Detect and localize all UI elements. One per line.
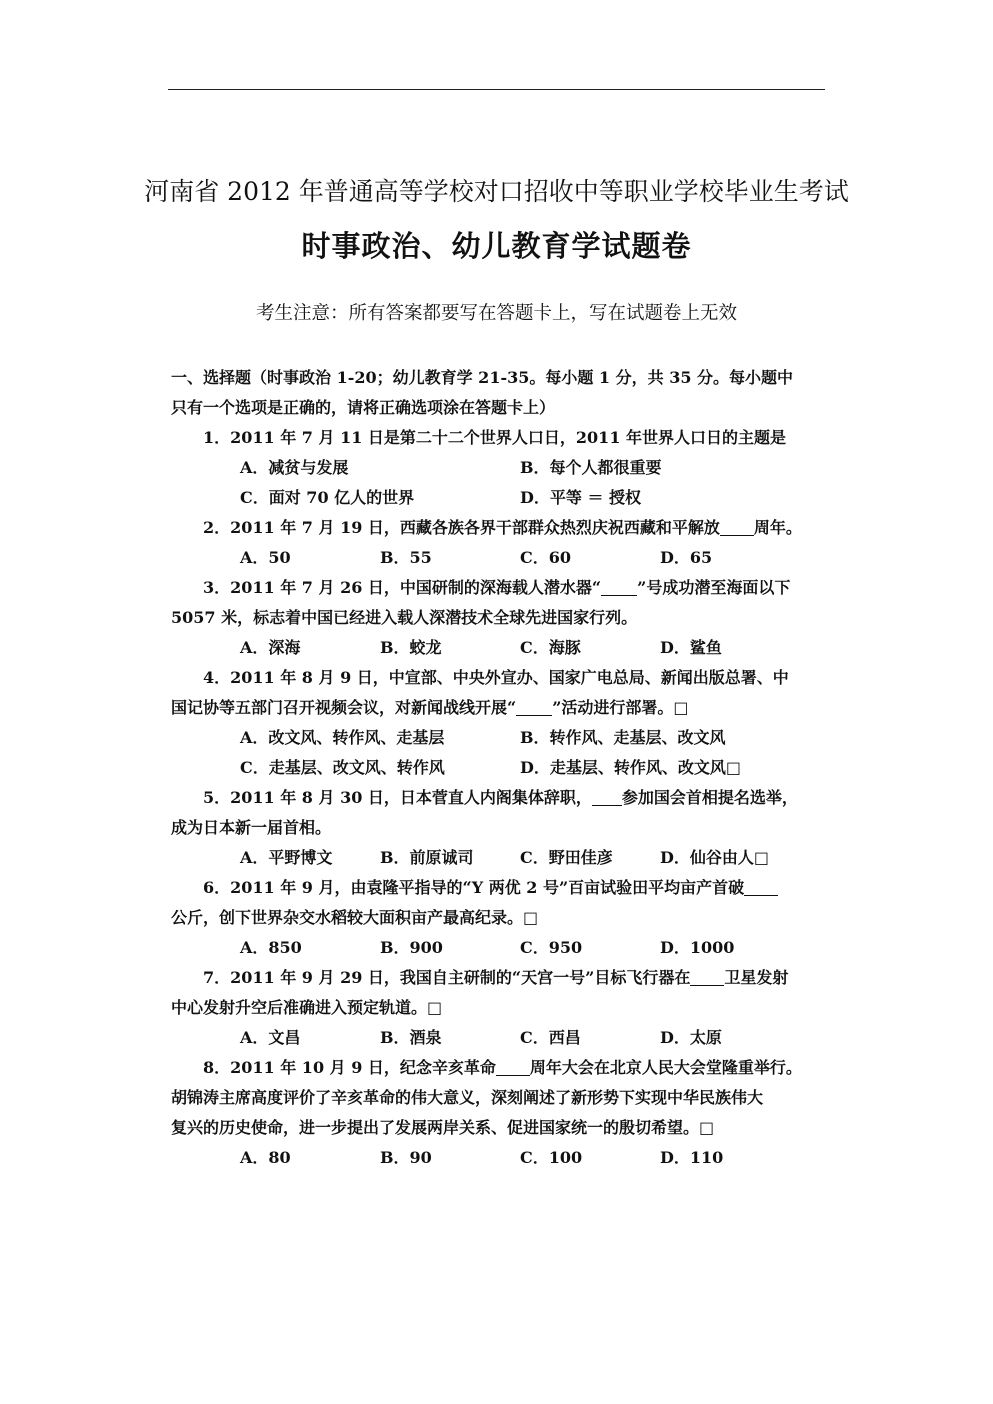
- question-8: [171, 1053, 826, 1173]
- option-d: D．太原: [660, 1028, 722, 1047]
- option-b: B．酒泉: [380, 1028, 442, 1047]
- option-c: C．西昌: [520, 1028, 581, 1047]
- question-4-stem: 4．2011 年 8 月 9 日，中宣部、中央外宣办、国家广电总局、新闻出版总署、中: [203, 668, 789, 687]
- question-7: [171, 963, 826, 1053]
- stem-text: 3．2011 年 7 月 26 日，中国研制的深海载人潜水器“: [203, 578, 602, 597]
- option-c: C．野田佳彦: [520, 848, 613, 867]
- question-4: [171, 663, 826, 783]
- option-a: A．平野博文: [240, 848, 333, 867]
- stem-text: 5．2011 年 8 月 30 日，日本菅直人内阁集体辞职，: [203, 788, 592, 807]
- question-4-stem-cont: [171, 693, 826, 723]
- option-b: B．90: [380, 1148, 432, 1167]
- top-rule: [168, 89, 825, 90]
- question-2-stem: [171, 513, 826, 543]
- question-3-stem: [171, 573, 826, 603]
- option-c: C．海豚: [520, 638, 581, 657]
- question-6-options: [171, 933, 826, 963]
- option-c: C．走基层、改文风、转作风: [240, 758, 445, 777]
- option-d: D．65: [660, 548, 713, 567]
- option-a: A．50: [240, 548, 291, 567]
- option-a: A．850: [240, 938, 302, 957]
- stem-text: 8．2011 年 10 月 9 日，纪念辛亥革命: [203, 1058, 496, 1077]
- option-c: C．面对 70 亿人的世界: [240, 488, 415, 507]
- exam-title: 河南省 2012 年普通高等学校对口招收中等职业学校毕业生考试: [144, 177, 849, 206]
- option-b: B．900: [380, 938, 443, 957]
- answer-blank: [690, 967, 724, 986]
- option-b: B．55: [380, 548, 432, 567]
- stem-text: 2．2011 年 7 月 19 日，西藏各族各界干部群众热烈庆祝西藏和平解放: [203, 518, 720, 537]
- question-3-stem-cont: 5057 米，标志着中国已经进入载人深潜技术全球先进国家行列。: [171, 608, 638, 627]
- answer-blank: [601, 577, 637, 596]
- option-c: C．100: [520, 1148, 583, 1167]
- stem-text: 国记协等五部门召开视频会议，对新闻战线开展“: [171, 698, 517, 717]
- question-4-options-row1: [171, 723, 826, 753]
- option-a: A．减贫与发展: [240, 458, 349, 477]
- question-5-options: [171, 843, 826, 873]
- option-b: B．每个人都很重要: [520, 458, 662, 477]
- option-d: D．鲨鱼: [660, 638, 722, 657]
- option-a: A．文昌: [240, 1028, 301, 1047]
- question-8-stem: [171, 1053, 826, 1083]
- section-intro-line1: 一、选择题（时事政治 1-20；幼儿教育学 21-35。每小题 1 分，共 35 分。每小题中: [171, 368, 794, 387]
- question-2: [171, 513, 826, 573]
- question-6-stem: [171, 873, 826, 903]
- candidate-notice: 考生注意：所有答案都要写在答题卡上，写在试题卷上无效: [255, 303, 737, 324]
- question-2-options: [171, 543, 826, 573]
- question-1: [171, 423, 826, 513]
- answer-blank: [744, 877, 778, 896]
- question-1-stem: 1．2011 年 7 月 11 日是第二十二个世界人口日，2011 年世界人口日的主题是: [203, 428, 787, 447]
- question-4-options-row2: [171, 753, 826, 783]
- answer-blank: [496, 1057, 530, 1076]
- option-c: C．950: [520, 938, 583, 957]
- question-1-options-row2: [171, 483, 826, 513]
- option-d: D．走基层、转作风、改文风□: [520, 758, 741, 777]
- option-d: D．110: [660, 1148, 724, 1167]
- option-b: B．前原诚司: [380, 848, 474, 867]
- option-a: A．改文风、转作风、走基层: [240, 728, 445, 747]
- question-7-options: [171, 1023, 826, 1053]
- question-1-options-row1: [171, 453, 826, 483]
- option-a: A．80: [240, 1148, 291, 1167]
- option-d: D．1000: [660, 938, 735, 957]
- question-section: [171, 363, 826, 1173]
- option-c: C．60: [520, 548, 572, 567]
- stem-text: ”活动进行部署。□: [552, 698, 689, 717]
- option-b: B．蛟龙: [380, 638, 442, 657]
- question-8-stem-cont: 胡锦涛主席高度评价了辛亥革命的伟大意义，深刻阐述了新形势下实现中华民族伟大: [171, 1088, 764, 1107]
- stem-text: ”号成功潜至海面以下: [637, 578, 791, 597]
- option-b: B．转作风、走基层、改文风: [520, 728, 726, 747]
- question-5-stem: [171, 783, 826, 813]
- option-a: A．深海: [240, 638, 301, 657]
- question-8-options: [171, 1143, 826, 1173]
- stem-text: 卫星发射: [724, 968, 789, 987]
- option-d: D．平等 ＝ 授权: [520, 488, 642, 507]
- stem-text: 周年大会在北京人民大会堂隆重举行。: [529, 1058, 802, 1077]
- question-8-stem-cont2: 复兴的历史使命，进一步提出了发展两岸关系、促进国家统一的殷切希望。□: [171, 1118, 715, 1137]
- question-7-stem-cont: 中心发射升空后准确进入预定轨道。□: [171, 998, 443, 1017]
- stem-text: 7．2011 年 9 月 29 日，我国自主研制的“天宫一号”目标飞行器在: [203, 968, 691, 987]
- section-intro-line2: 只有一个选项是正确的，请将正确选项涂在答题卡上）: [171, 398, 556, 417]
- paper-title: 时事政治、幼儿教育学试题卷: [301, 229, 692, 263]
- stem-text: 周年。: [753, 518, 802, 537]
- answer-blank: [720, 517, 754, 536]
- answer-blank: [592, 787, 622, 806]
- question-6: [171, 873, 826, 963]
- question-7-stem: [171, 963, 826, 993]
- stem-text: 6．2011 年 9 月，由袁隆平指导的“Y 两优 2 号”百亩试验田平均亩产首破: [203, 878, 745, 897]
- question-5: [171, 783, 826, 873]
- question-3: [171, 573, 826, 663]
- question-5-stem-cont: 成为日本新一届首相。: [171, 818, 332, 837]
- question-6-stem-cont: 公斤，创下世界杂交水稻较大面积亩产最高纪录。□: [171, 908, 539, 927]
- question-3-options: [171, 633, 826, 663]
- stem-text: 参加国会首相提名选举，: [621, 788, 798, 807]
- option-d: D．仙谷由人□: [660, 848, 769, 867]
- answer-blank: [516, 697, 552, 716]
